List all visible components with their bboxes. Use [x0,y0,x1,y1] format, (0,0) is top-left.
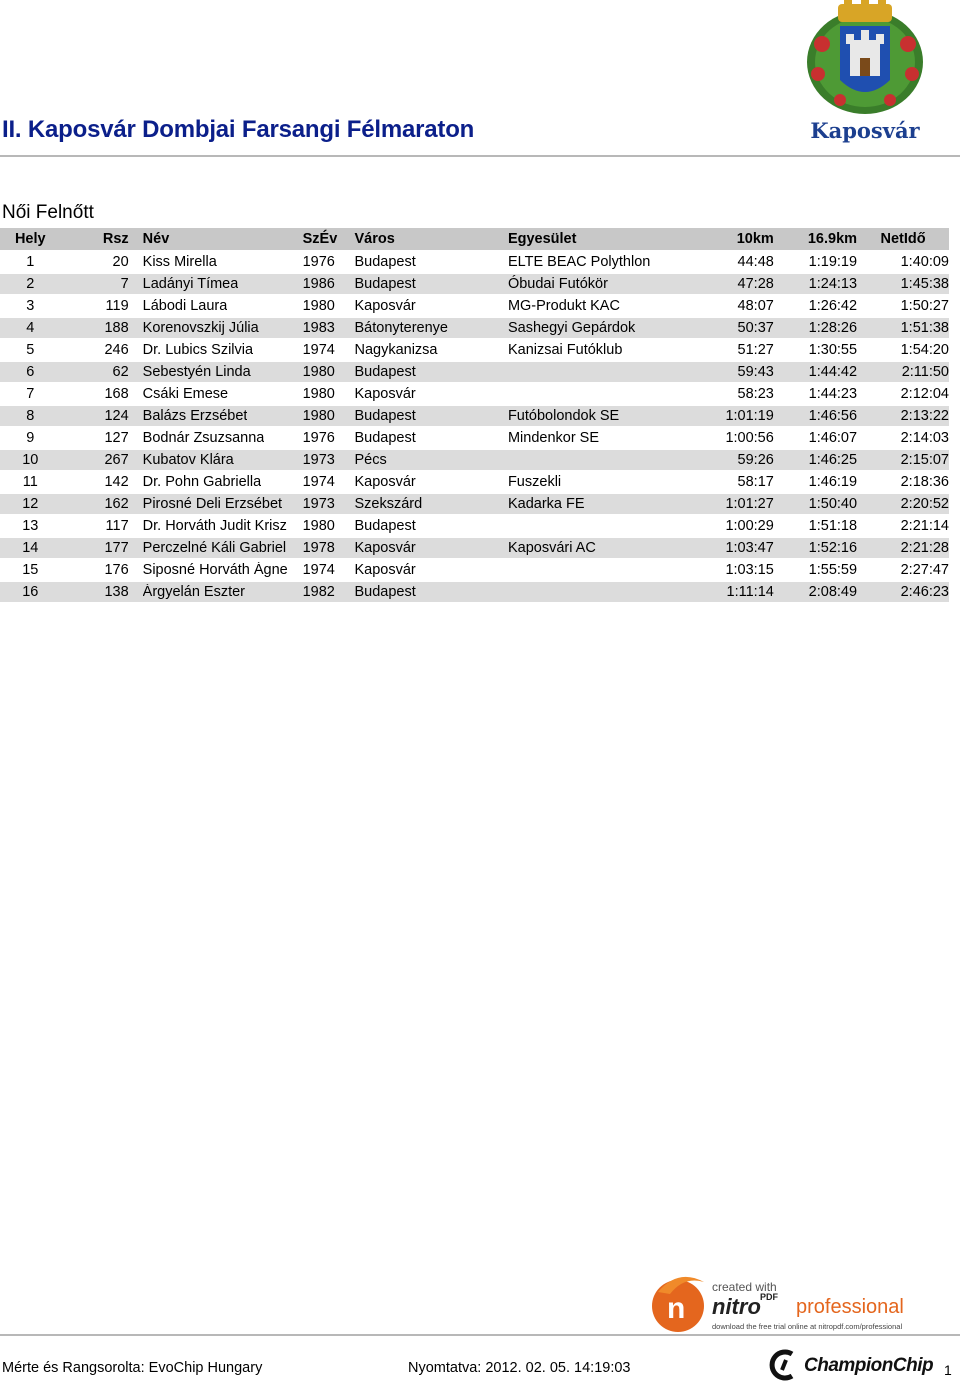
footer-divider [0,1334,960,1336]
nitro-word: nitro [712,1294,761,1319]
cell-hely: 5 [0,340,61,362]
cell-hely: 8 [0,406,61,428]
cell-rsz: 117 [61,516,143,538]
table-row [0,516,949,538]
cell-egyesulet: MG-Produkt KAC [508,296,698,318]
nitro-pdf-watermark [648,1272,918,1336]
cell-hely: 12 [0,494,61,516]
championchip-icon [768,1348,802,1382]
cell-szev: 1980 [303,362,355,384]
cell-10km: 59:26 [698,450,774,472]
cell-varos: Budapest [354,252,507,274]
cell-10km: 47:28 [698,274,774,296]
cell-16-9km: 1:46:07 [774,428,857,450]
cell-10km: 1:01:27 [698,494,774,516]
runner-name: Dr. Lubics Szilvia [142,342,254,358]
cell-varos: Budapest [354,516,507,538]
cell-16-9km: 1:46:25 [774,450,857,472]
cell-netido: 1:40:09 [857,252,949,274]
cell-szev: 1980 [303,406,355,428]
runner-name: Balázs Erzsébet [142,408,248,424]
cell-varos: Kaposvár [354,472,507,494]
cell-varos: Nagykanizsa [354,340,507,362]
runner-name: Kiss Mirella [142,254,217,270]
cell-varos: Kaposvár [354,560,507,582]
championchip-logo [768,1348,958,1382]
cell-rsz: 124 [61,406,143,428]
runner-name: Dr. Pohn Gabriella [142,474,262,490]
runner-name: Perczelné Káli Gabriel [142,540,287,556]
cell-hely: 3 [0,296,61,318]
championchip-wordmark: ChampionChip [804,1355,934,1376]
cell-varos: Kaposvár [354,538,507,560]
cell-nev [143,252,303,274]
cell-varos: Pécs [354,450,507,472]
cell-netido: 2:12:04 [857,384,949,406]
runner-name: Lábodi Laura [142,298,228,314]
cell-szev: 1986 [303,274,355,296]
cell-16-9km: 1:55:59 [774,560,857,582]
table-row [0,472,949,494]
cell-10km: 48:07 [698,296,774,318]
timing-credit: Mérte és Rangsorolta: EvoChip Hungary [2,1360,263,1376]
nitro-professional-label: professional [796,1296,904,1318]
cell-rsz: 162 [61,494,143,516]
cell-netido: 2:20:52 [857,494,949,516]
cell-10km: 1:11:14 [698,582,774,604]
cell-rsz: 168 [61,384,143,406]
cell-egyesulet: Óbudai Futókör [508,274,698,296]
cell-rsz: 267 [61,450,143,472]
cell-10km: 1:00:56 [698,428,774,450]
table-row [0,494,949,516]
cell-rsz: 142 [61,472,143,494]
cell-egyesulet: Mindenkor SE [508,428,698,450]
table-header-row [0,228,949,252]
runner-name: Bodnár Zsuzsanna [142,430,265,446]
table-row [0,362,949,384]
svg-text:n: n [667,1292,686,1325]
cell-16-9km: 1:46:56 [774,406,857,428]
cell-hely: 14 [0,538,61,560]
cell-rsz: 176 [61,560,143,582]
table-row [0,318,949,340]
table-row [0,582,949,604]
cell-szev: 1973 [303,494,355,516]
cell-hely: 10 [0,450,61,472]
title-divider [0,155,960,157]
column-header-rsz: Rsz [61,228,143,252]
runner-name: Árgyelán Eszter [142,584,246,600]
cell-nev [143,296,303,318]
runner-name: Korenovszkij Júlia [142,320,259,336]
cell-szev: 1978 [303,538,355,560]
column-header-szev: SzÉv [303,228,355,252]
cell-szev: 1976 [303,428,355,450]
cell-16-9km: 1:52:16 [774,538,857,560]
table-row [0,340,949,362]
cell-nev [143,516,303,538]
cell-varos: Kaposvár [354,296,507,318]
nitro-download-text: download the free trial online at nitropdf.com/professional [712,1322,903,1331]
cell-rsz: 177 [61,538,143,560]
cell-egyesulet [508,384,698,406]
cell-egyesulet: Kadarka FE [508,494,698,516]
cell-10km: 58:23 [698,384,774,406]
cell-netido: 2:18:36 [857,472,949,494]
cell-szev: 1974 [303,472,355,494]
runner-name: Csáki Emese [142,386,229,402]
cell-hely: 1 [0,252,61,274]
cell-netido: 2:46:23 [857,582,949,604]
cell-netido: 2:21:14 [857,516,949,538]
nitro-pdf-label: PDF [760,1292,778,1302]
cell-rsz: 138 [61,582,143,604]
cell-hely: 15 [0,560,61,582]
cell-netido: 2:15:07 [857,450,949,472]
results-body [0,252,949,604]
cell-10km: 50:37 [698,318,774,340]
table-row [0,560,949,582]
cell-egyesulet [508,450,698,472]
cell-szev: 1973 [303,450,355,472]
cell-16-9km: 1:30:55 [774,340,857,362]
runner-name: Ladányi Tímea [142,276,239,292]
cell-10km: 1:01:19 [698,406,774,428]
column-header-egyesulet: Egyesület [508,228,698,252]
cell-10km: 1:03:15 [698,560,774,582]
runner-name: Sebestyén Linda [142,364,251,380]
cell-egyesulet: Kaposvári AC [508,538,698,560]
cell-szev: 1980 [303,384,355,406]
cell-16-9km: 1:26:42 [774,296,857,318]
cell-nev [143,362,303,384]
table-row [0,252,949,274]
logo-city-name: Kaposvár [810,118,920,143]
runner-name: Dr. Horváth Judit Krisz [142,518,287,534]
cell-varos: Budapest [354,428,507,450]
cell-netido: 2:21:28 [857,538,949,560]
cell-16-9km: 1:19:19 [774,252,857,274]
table-row [0,296,949,318]
cell-hely: 7 [0,384,61,406]
cell-hely: 11 [0,472,61,494]
cell-szev: 1976 [303,252,355,274]
cell-nev [143,494,303,516]
cell-nev [143,472,303,494]
cell-rsz: 246 [61,340,143,362]
cell-nev [143,340,303,362]
cell-szev: 1980 [303,296,355,318]
cell-16-9km: 1:50:40 [774,494,857,516]
cell-16-9km: 1:44:23 [774,384,857,406]
cell-nev [143,428,303,450]
cell-rsz: 20 [61,252,143,274]
cell-netido: 2:14:03 [857,428,949,450]
cell-egyesulet: Futóbolondok SE [508,406,698,428]
results-table [0,228,949,604]
cell-hely: 13 [0,516,61,538]
cell-16-9km: 1:51:18 [774,516,857,538]
cell-10km: 51:27 [698,340,774,362]
cell-egyesulet [508,362,698,384]
cell-egyesulet: Sashegyi Gepárdok [508,318,698,340]
cell-nev [143,318,303,340]
cell-netido: 2:13:22 [857,406,949,428]
nitro-logo-icon [648,1272,708,1336]
cell-nev [143,384,303,406]
cell-nev [143,582,303,604]
runner-name: Kubatov Klára [142,452,234,468]
column-header-nev: Név [143,228,303,252]
table-row [0,406,949,428]
page-title: II. Kaposvár Dombjai Farsangi Félmaraton [2,116,475,143]
cell-hely: 16 [0,582,61,604]
cell-nev [143,406,303,428]
cell-varos: Bátonyterenye [354,318,507,340]
cell-varos: Budapest [354,406,507,428]
cell-16-9km: 1:44:42 [774,362,857,384]
cell-netido: 2:11:50 [857,362,949,384]
cell-16-9km: 1:28:26 [774,318,857,340]
cell-10km: 1:00:29 [698,516,774,538]
cell-hely: 6 [0,362,61,384]
cell-netido: 1:51:38 [857,318,949,340]
table-row [0,428,949,450]
cell-szev: 1974 [303,340,355,362]
cell-nev [143,560,303,582]
nitro-created-label: created with [712,1280,777,1294]
column-header-netido: NetIdő [857,228,949,252]
cell-16-9km: 1:46:19 [774,472,857,494]
cell-szev: 1980 [303,516,355,538]
cell-egyesulet: Fuszekli [508,472,698,494]
column-header-hely: Hely [0,228,61,252]
cell-10km: 58:17 [698,472,774,494]
column-header-varos: Város [354,228,507,252]
cell-hely: 4 [0,318,61,340]
table-row [0,274,949,296]
cell-szev: 1983 [303,318,355,340]
cell-netido: 2:27:47 [857,560,949,582]
cell-varos: Kaposvár [354,384,507,406]
cell-rsz: 127 [61,428,143,450]
cell-rsz: 188 [61,318,143,340]
cell-rsz: 7 [61,274,143,296]
kaposvar-coat-of-arms-logo [800,0,930,148]
cell-rsz: 119 [61,296,143,318]
cell-egyesulet [508,516,698,538]
cell-egyesulet: ELTE BEAC Polythlon [508,252,698,274]
cell-varos: Budapest [354,582,507,604]
column-header-10km: 10km [698,228,774,252]
runner-name: Pirosné Deli Erzsébet [142,496,283,512]
cell-varos: Szekszárd [354,494,507,516]
table-row [0,384,949,406]
cell-nev [143,450,303,472]
cell-egyesulet [508,560,698,582]
page-number: 1 [944,1362,952,1378]
table-row [0,538,949,560]
cell-varos: Budapest [354,274,507,296]
cell-szev: 1982 [303,582,355,604]
cell-nev [143,274,303,296]
table-row [0,450,949,472]
cell-szev: 1974 [303,560,355,582]
cell-rsz: 62 [61,362,143,384]
cell-netido: 1:54:20 [857,340,949,362]
cell-varos: Budapest [354,362,507,384]
cell-10km: 59:43 [698,362,774,384]
cell-netido: 1:50:27 [857,296,949,318]
cell-egyesulet: Kanizsai Futóklub [508,340,698,362]
cell-hely: 9 [0,428,61,450]
cell-hely: 2 [0,274,61,296]
column-header-16-9km: 16.9km [774,228,857,252]
print-timestamp: Nyomtatva: 2012. 02. 05. 14:19:03 [408,1360,631,1376]
cell-nev [143,538,303,560]
cell-16-9km: 1:24:13 [774,274,857,296]
category-heading: Női Felnőtt [2,202,94,223]
cell-16-9km: 2:08:49 [774,582,857,604]
cell-netido: 1:45:38 [857,274,949,296]
cell-10km: 1:03:47 [698,538,774,560]
cell-egyesulet [508,582,698,604]
runner-name: Siposné Horváth Ágne [142,562,288,578]
cell-10km: 44:48 [698,252,774,274]
